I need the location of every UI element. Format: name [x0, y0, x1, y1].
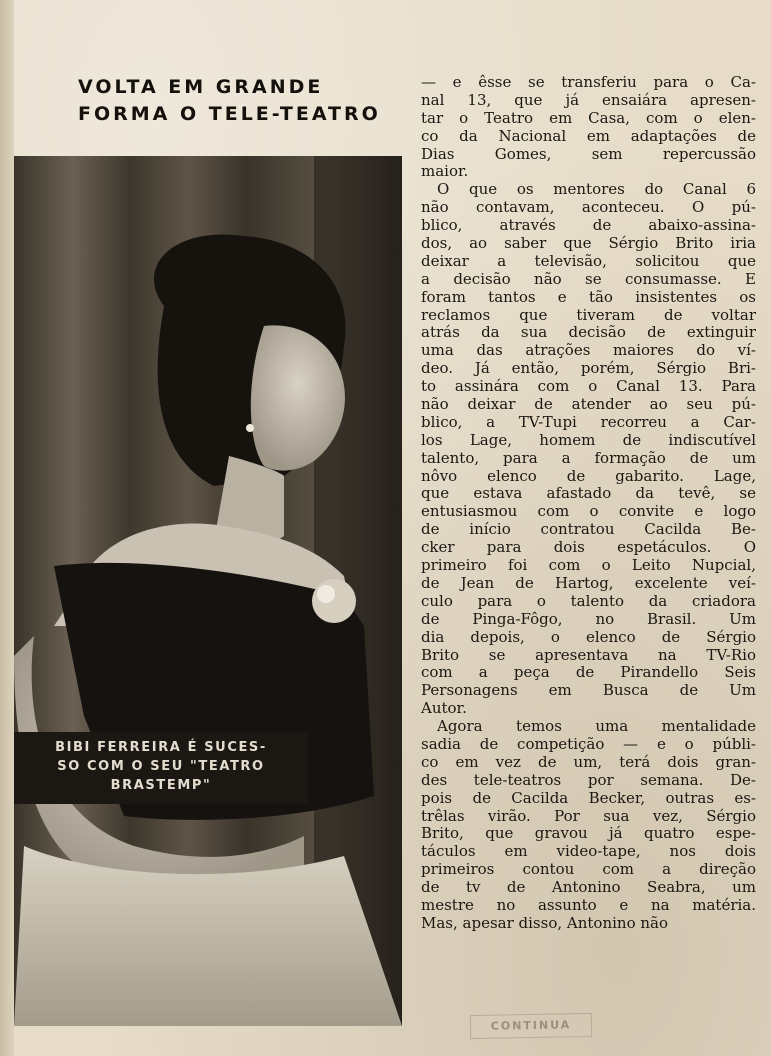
page-edge	[0, 0, 14, 1056]
article-line: tar o Teatro em Casa, com o elen-	[421, 109, 756, 127]
article-line: Agora temos uma mentalidade	[437, 718, 756, 736]
caption-line-3: BRASTEMP"	[110, 778, 212, 793]
article-line: não deixar de atender ao seu pú-	[421, 396, 756, 414]
article-line: maior.	[421, 163, 469, 181]
article-line: deixar a televisão, solicitou que	[421, 252, 756, 270]
article-line: uma das atrações maiores do ví-	[421, 342, 756, 360]
article-line: reclamos que tiveram de voltar	[421, 306, 756, 324]
article-line: de Pinga-Fôgo, no Brasil. Um	[421, 610, 756, 628]
article-line: Personagens em Busca de Um	[421, 682, 756, 700]
article-line: primeiros contou com a direção	[421, 861, 756, 879]
article-line: mestre no assunto e na matéria.	[421, 896, 756, 914]
article-line: to assinára com o Canal 13. Para	[421, 378, 756, 396]
continua-stamp: CONTINUA	[470, 1013, 592, 1039]
article-line: táculos em video-tape, nos dois	[421, 843, 756, 861]
article-line: pois de Cacilda Becker, outras es-	[421, 789, 756, 807]
article-photo	[14, 156, 402, 1026]
article-line: Mas, apesar disso, Antonino não	[421, 914, 669, 932]
headline-line-2: FORMA O TELE-TEATRO	[78, 103, 381, 125]
article-line: primeiro foi com o Leito Nupcial,	[421, 557, 756, 575]
article-line: cker para dois espetáculos. O	[421, 539, 756, 557]
article-line: dia depois, o elenco de Sérgio	[421, 628, 756, 646]
article-line: a decisão não se consumasse. E	[421, 270, 756, 288]
article-headline	[78, 74, 408, 128]
article-line: blico, a TV-Tupi recorreu a Car-	[421, 413, 756, 431]
article-line: entusiasmou com o convite e logo	[421, 503, 756, 521]
caption-line-2: SO COM O SEU "TEATRO	[57, 759, 265, 774]
caption-line-1: BIBI FERREIRA É SUCES-	[55, 740, 267, 755]
article-line: O que os mentores do Canal 6	[437, 181, 756, 199]
photo-illustration	[14, 156, 402, 1026]
headline-line-1: VOLTA EM GRANDE	[78, 76, 324, 98]
photo-caption	[14, 732, 308, 804]
article-line: deo. Já então, porém, Sérgio Bri-	[421, 360, 756, 378]
article-line: de Jean de Hartog, excelente veí-	[421, 574, 756, 592]
article-line: dos, ao saber que Sérgio Brito iria	[421, 235, 756, 253]
article-line: de início contratou Cacilda Be-	[421, 521, 756, 539]
article-line: des tele-teatros por semana. De-	[421, 771, 756, 789]
article-line: nôvo elenco de gabarito. Lage,	[421, 467, 756, 485]
article-line: co da Nacional em adaptações de	[421, 127, 756, 145]
article-line: Brito se apresentava na TV-Rio	[421, 646, 756, 664]
article-line: culo para o talento da criadora	[421, 592, 756, 610]
article-line: Autor.	[421, 700, 467, 718]
article-body	[421, 74, 756, 933]
article-line: de tv de Antonino Seabra, um	[421, 879, 756, 897]
article-line: que estava afastado da tevê, se	[421, 485, 756, 503]
article-line: — e êsse se transferiu para o Ca-	[421, 74, 756, 91]
article-line: talento, para a formação de um	[421, 449, 756, 467]
article-line: foram tantos e tão insistentes os	[421, 288, 756, 306]
article-line: blico, através de abaixo-assina-	[421, 217, 756, 235]
article-line: não contavam, aconteceu. O pú-	[421, 199, 756, 217]
article-line: los Lage, homem de indiscutível	[421, 431, 756, 449]
article-line: sadia de competição — e o públi-	[421, 735, 756, 753]
article-line: trêlas virão. Por sua vez, Sérgio	[421, 807, 756, 825]
article-line: atrás da sua decisão de extinguir	[421, 324, 756, 342]
article-line: co em vez de um, terá dois gran-	[421, 753, 756, 771]
article-line: Brito, que gravou já quatro espe-	[421, 825, 756, 843]
article-line: nal 13, que já ensaiára apresen-	[421, 91, 756, 109]
article-line: Dias Gomes, sem repercussão	[421, 145, 756, 163]
article-line: com a peça de Pirandello Seis	[421, 664, 756, 682]
